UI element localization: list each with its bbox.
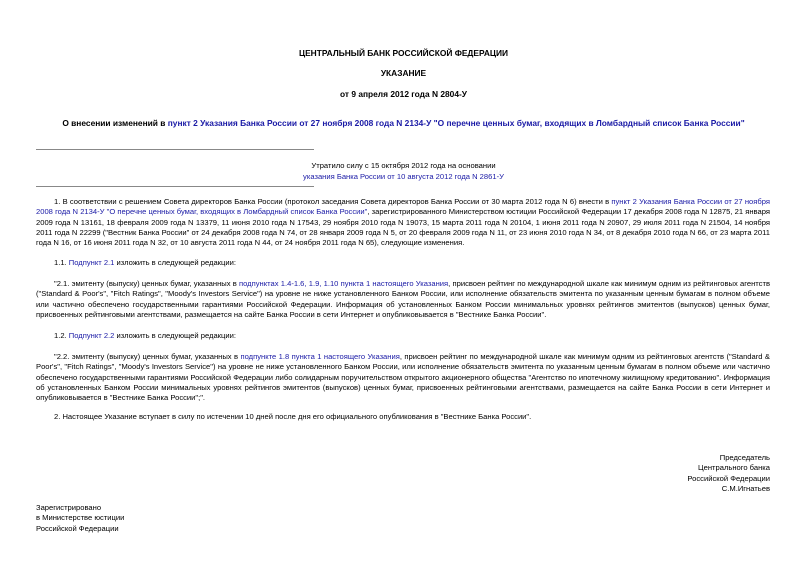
- paragraph-1-2-post: изложить в следующей редакции:: [114, 331, 236, 340]
- subpoint-2-2-link[interactable]: Подпункт 2.2: [68, 331, 115, 340]
- signature-line-1: Председатель: [719, 453, 770, 462]
- doc-date-number: от 9 апреля 2012 года N 2804-У: [340, 89, 467, 99]
- paragraph-1-text-b: , зарегистрированного Министерством юстиции Российской Федерации 17 декабря 2008 года N 12875, 21 января 2009 года N 13161, 18 февраля 2009 года N 13379, 11 июня 2010 года N 17543, 29 ноября 2010 года N 19073, 15 марта 2011 года N 20104, 1 июня 2011 года N 20907, 29 июля 2011 года N 21504, 14 ноября 2011 года N 22299 ("Вестник Банка России" от 24 декабря 2008 года N 74, от 28 января 2009 года N 5, от 20 февраля 2009 года N 11, от 23 июня 2010 года N 34, от 8 декабря 2010 года N 66, от 23 марта 2011 года N 16, от 16 июня 2011 года N 32, от 10 августа 2011 года N 44, от 24 ноября 2011 года N 65), следующие изменения.: [36, 207, 770, 248]
- registration-block: [36, 503, 124, 534]
- signature-name: С.М.Игнатьев: [721, 483, 770, 493]
- quote-2-2-link[interactable]: подпункте 1.8 пункта 1 настоящего Указания: [240, 352, 400, 361]
- doc-title-prefix: О внесении изменений в: [62, 118, 168, 128]
- paragraph-2: [36, 412, 770, 422]
- paragraph-1-1-post: изложить в следующей редакции:: [114, 258, 236, 267]
- quote-2-1-text-a: "2.1. эмитенту (выпуску) ценных бумаг, указанных в: [54, 279, 240, 288]
- quote-2-2-text-a: "2.2. эмитенту (выпуску) ценных бумаг, указанных в: [54, 352, 241, 361]
- quote-2-1: [36, 279, 770, 320]
- doc-title-link[interactable]: пункт 2 Указания Банка России от 27 ноября 2008 года N 2134-У "О перечне ценных бумаг, входящих в Ломбардный список Банка России": [167, 118, 745, 128]
- paragraph-1-2: [36, 331, 770, 341]
- quote-2-1-text-b: , присвоен рейтинг по международной шкале как минимум одним из рейтинговых агентств ("Standard & Poor's", "Fitch Ratings", "Moody's Investors Service") на уровне не ниже установленного Банком России, или исполнение обязательств эмитента по указанным ценным бумагам в полном объеме или частично обеспечено государственными гарантиями Российской Федерации. Информация об установленных Банком России минимальных уровнях рейтингов эмитентов (выпусков) ценных бумаг, присвоенных рейтинговыми агентствами, размещается на сайте Банка России в сети Интернет и опубликовывается в "Вестнике Банка России".: [36, 279, 770, 319]
- subpoint-2-1-link[interactable]: Подпункт 2.1: [68, 258, 115, 267]
- repeal-note-link[interactable]: указания Банка России от 10 августа 2012 года N 2861-У: [303, 171, 504, 181]
- repeal-note-text: Утратило силу с 15 октября 2012 года на основании: [311, 161, 496, 170]
- signature-block: [640, 453, 770, 494]
- divider-top: [36, 149, 314, 150]
- paragraph-1: [36, 197, 770, 248]
- quote-2-1-link[interactable]: подпунктах 1.4-1.6, 1.9, 1.10 пункта 1 настоящего Указания: [239, 279, 449, 288]
- quote-2-2: [36, 352, 770, 403]
- paragraph-1-2-pre: 1.2.: [54, 331, 69, 340]
- paragraph-1-1: [36, 258, 770, 268]
- signature-line-2: Центрального банка: [697, 463, 770, 473]
- repeal-note: [0, 161, 807, 182]
- registration-line-1: Зарегистрировано: [36, 503, 102, 512]
- doc-title: [0, 118, 807, 128]
- doc-type: УКАЗАНИЕ: [380, 68, 427, 78]
- paragraph-1-text-a: 1. В соответствии с решением Совета директоров Банка России (протокол заседания Совета директоров Банка России от 30 марта 2012 года N 6) внести в: [54, 197, 612, 206]
- paragraph-1-link[interactable]: пункт 2 Указания Банка России от 27 ноября 2008 года N 2134-У "О перечне ценных бумаг, входящих в Ломбардный список Банка России": [36, 197, 770, 217]
- signature-line-3: Российской Федерации: [687, 473, 770, 483]
- paragraph-1-1-pre: 1.1.: [54, 258, 69, 267]
- org-name: ЦЕНТРАЛЬНЫЙ БАНК РОССИЙСКОЙ ФЕДЕРАЦИИ: [298, 48, 509, 58]
- registration-line-2: в Министерстве юстиции: [36, 513, 125, 523]
- divider-bottom: [36, 186, 314, 187]
- paragraph-2-text: 2. Настоящее Указание вступает в силу по истечении 10 дней после дня его официального опубликования в "Вестнике Банка России".: [54, 412, 532, 421]
- quote-2-2-text-b: , присвоен рейтинг по международной шкале как минимум одним из рейтинговых агентств ("Standard & Poor's", "Fitch Ratings", "Moody's Investors Service") на уровне не ниже установленного Банком России, или исполнение обязательств эмитента по указанным ценным бумагам в полном объеме или частично обеспечено государственными гарантиями Российской Федерации либо солидарным поручительством открытого акционерного общества "Агентство по ипотечному жилищному кредитованию". Информация об установленных Банком России минимальных уровнях рейтингов эмитентов (выпусков) ценных бумаг, присвоенных рейтинговыми агентствами, размещается на сайте Банка России в сети Интернет и опубликовывается в "Вестнике Банка России";".: [36, 352, 770, 403]
- registration-line-3: Российской Федерации: [36, 523, 119, 533]
